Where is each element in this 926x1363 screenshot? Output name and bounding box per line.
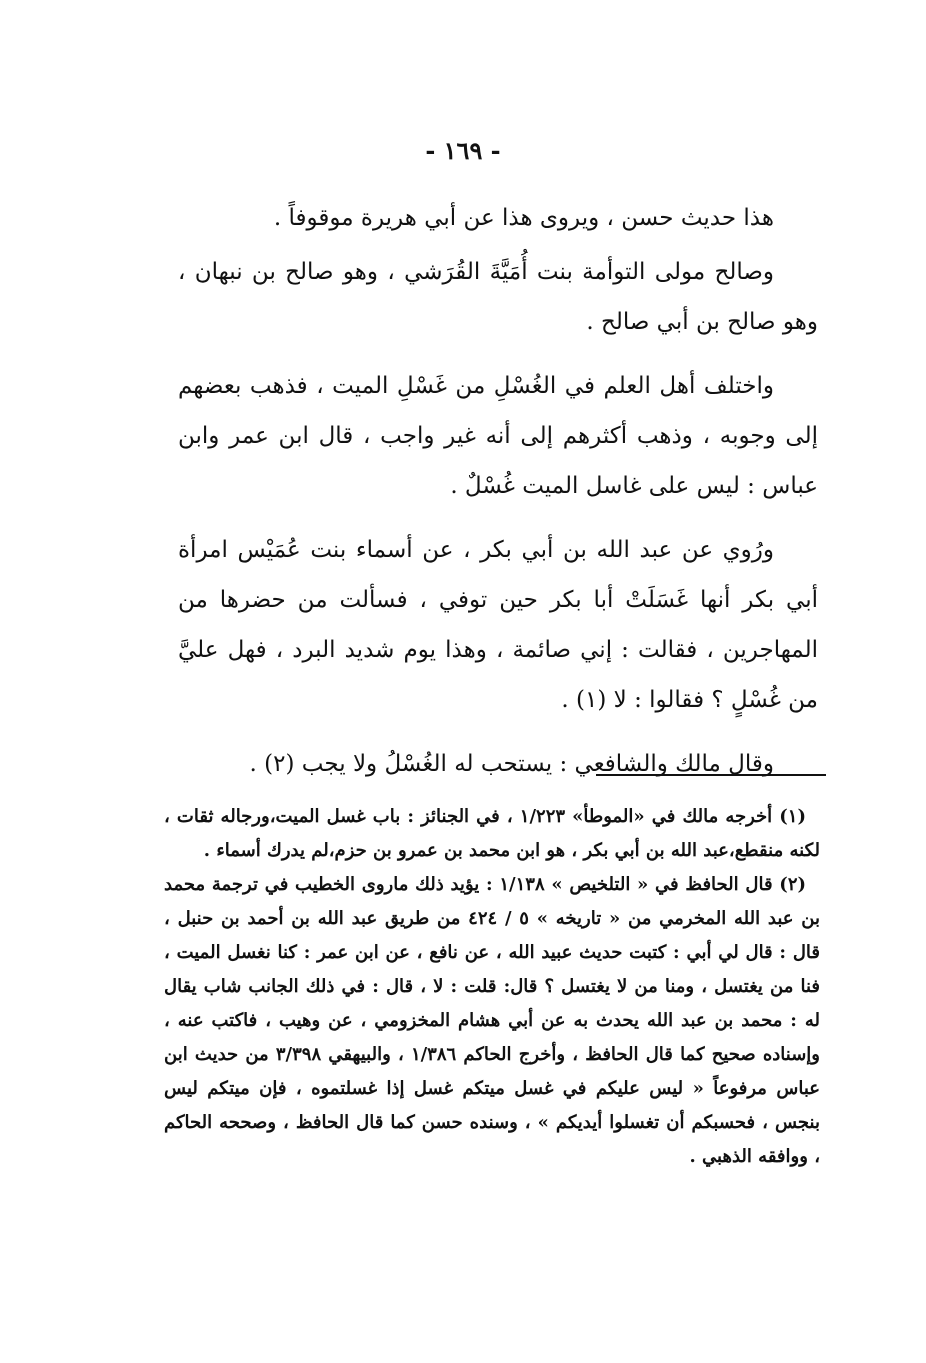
paragraph-4: ورُوي عن عبد الله بن أبي بكر ، عن أسماء بنت عُمَيْس امرأة أبي بكر أنها غَسَلَتْ أبا بكر حين توفي ، فسألت من حضرها من المهاجرين ، فقالت : إني صائمة ، وهذا يوم شديد البرد ، فهل عليَّ من غُسْلٍ ؟ فقالوا : لا (١) . — [178, 537, 818, 713]
paragraph-5: وقال مالك والشافعي : يستحب له الغُسْلُ ولا يجب (٢) . — [249, 751, 774, 777]
paragraph-1: هذا حديث حسن ، ويروى هذا عن أبي هريرة موقوفاً . — [273, 205, 774, 231]
footnote-divider — [596, 774, 826, 776]
main-text — [178, 193, 818, 789]
footnote-2: (٢) قال الحافظ في « التلخيص » ١/١٣٨ : يؤيد ذلك ماروى الخطيب في ترجمة محمد بن عبد الله المخرمي من « تاريخه » ٥ / ٤٢٤ من طريق عبد الله بن أحمد بن حنبل ، قال : قال لي أبي : كتبت حديث عبيد الله ، عن نافع ، عن ابن عمر : كنا نغسل الميت ، فنا من يغتسل ، ومنا من لا يغتسل ؟ قال: قلت : لا ، قال : في ذلك الجانب شاب يقال له : محمد بن عبد الله يحدث به عن أبي هشام المخزومي ، عن وهيب ، فاكتب عنه ، وإسناده صحيح كما قال الحافظ ، وأخرج الحاكم ١/٣٨٦ ، والبيهقي ٣/٣٩٨ من حديث ابن عباس مرفوعاً « ليس عليكم في غسل ميتكم غسل إذا غسلتموه ، فإن ميتكم ليس بنجس ، فحسبكم أن تغسلوا أيديكم » ، وسنده حسن كما قال الحافظ ، وصححه الحاكم ، ووافقه الذهبي . — [164, 874, 820, 1167]
footnotes — [164, 800, 820, 1174]
paragraph-3: واختلف أهل العلم في الغُسْلِ من غَسْلِ الميت ، فذهب بعضهم إلى وجوبه ، وذهب أكثرهم إلى أنه غير واجب ، قال ابن عمر وابن عباس : ليس على غاسل الميت غُسْلٌ . — [178, 373, 818, 499]
footnote-1: (١) أخرجه مالك في «الموطأ» ١/٢٢٣ ، في الجنائز : باب غسل الميت،ورجاله ثقات ، لكنه منقطع،عبد الله بن أبي بكر ، هو ابن محمد بن عمرو بن حزم،لم يدرك أسماء . — [164, 806, 820, 861]
paragraph-2: وصالح مولى التوأمة بنت أُمَيَّةَ القُرَشي ، وهو صالح بن نبهان ، وهو صالح بن أبي صالح . — [178, 259, 818, 335]
page-number: - ١٦٩ - — [425, 136, 501, 165]
